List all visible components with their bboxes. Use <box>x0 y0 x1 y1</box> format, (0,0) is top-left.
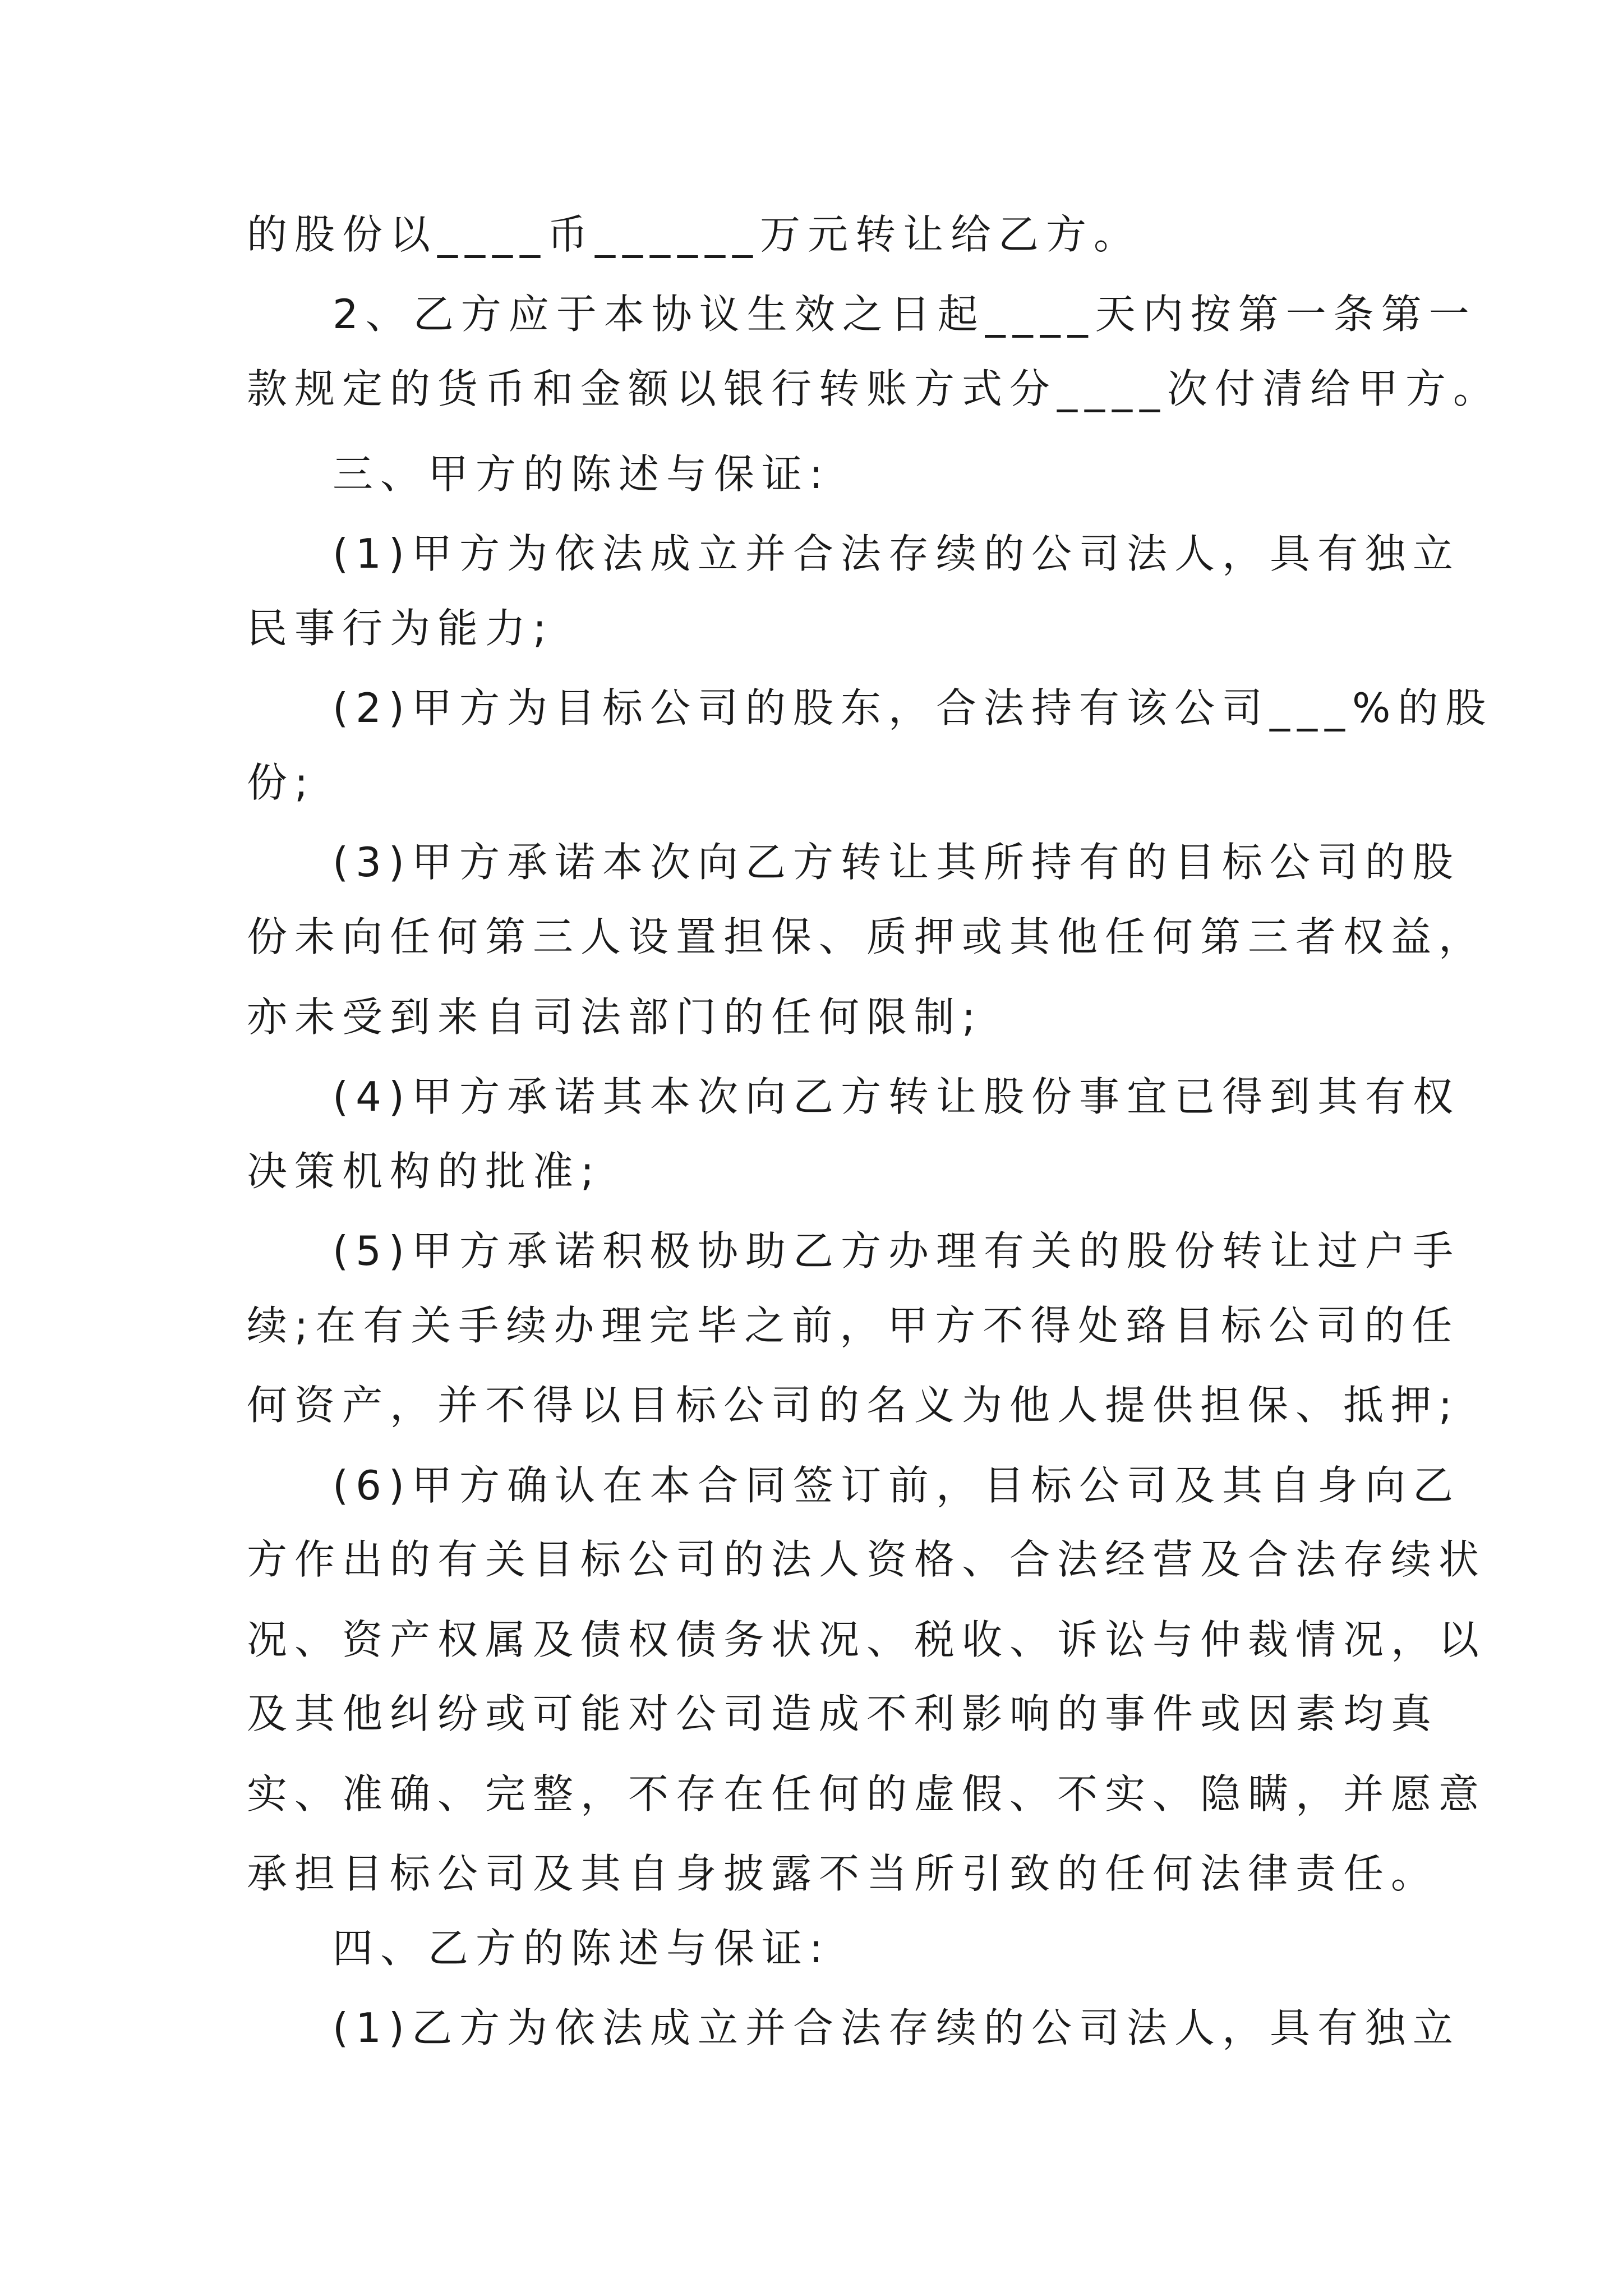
text-line: 承担目标公司及其自身披露不当所引致的任何法律责任。 <box>247 1850 1439 1897</box>
text-line: 实、准确、完整，不存在任何的虚假、不实、隐瞒，并愿意 <box>247 1770 1487 1818</box>
text-line: 方作出的有关目标公司的法人资格、合法经营及合法存续状 <box>247 1536 1487 1583</box>
section-heading: 四、乙方的陈述与保证: <box>333 1925 831 1972</box>
text-line: 况、资产权属及债权债务状况、税收、诉讼与仲裁情况，以 <box>247 1616 1487 1663</box>
section-heading: 三、甲方的陈述与保证: <box>333 450 831 498</box>
text-line: 的股份以____币______万元转让给乙方。 <box>247 211 1142 258</box>
text-line: 款规定的货币和金额以银行转账方式分____次付清给甲方。 <box>247 365 1501 412</box>
text-line: 份未向任何第三人设置担保、质押或其他任何第三者权益， <box>247 913 1487 960</box>
text-line: 民事行为能力; <box>247 605 554 652</box>
text-line: (1)乙方为依法成立并合法存续的公司法人，具有独立 <box>333 2004 1460 2051</box>
text-line: 份; <box>247 759 316 806</box>
text-line: (4)甲方承诺其本次向乙方转让股份事宜已得到其有权 <box>333 1073 1460 1120</box>
text-line: (2)甲方为目标公司的股东，合法持有该公司___%的股 <box>333 684 1493 731</box>
text-line: 何资产，并不得以目标公司的名义为他人提供担保、抵押; <box>247 1382 1460 1429</box>
text-line: 及其他纠纷或可能对公司造成不利影响的事件或因素均真 <box>247 1690 1439 1737</box>
text-line: 决策机构的批准; <box>247 1148 602 1195</box>
text-line: 续;在有关手续办理完毕之前，甲方不得处臵目标公司的任 <box>247 1302 1460 1349</box>
text-line: (6)甲方确认在本合同签订前，目标公司及其自身向乙 <box>333 1462 1460 1509</box>
text-line: (1)甲方为依法成立并合法存续的公司法人，具有独立 <box>333 530 1460 577</box>
text-line: (5)甲方承诺积极协助乙方办理有关的股份转让过户手 <box>333 1227 1460 1274</box>
text-line: 亦未受到来自司法部门的任何限制; <box>247 993 983 1041</box>
text-line: (3)甲方承诺本次向乙方转让其所持有的目标公司的股 <box>333 839 1460 886</box>
text-line: 2、乙方应于本协议生效之日起____天内按第一条第一 <box>333 291 1477 338</box>
